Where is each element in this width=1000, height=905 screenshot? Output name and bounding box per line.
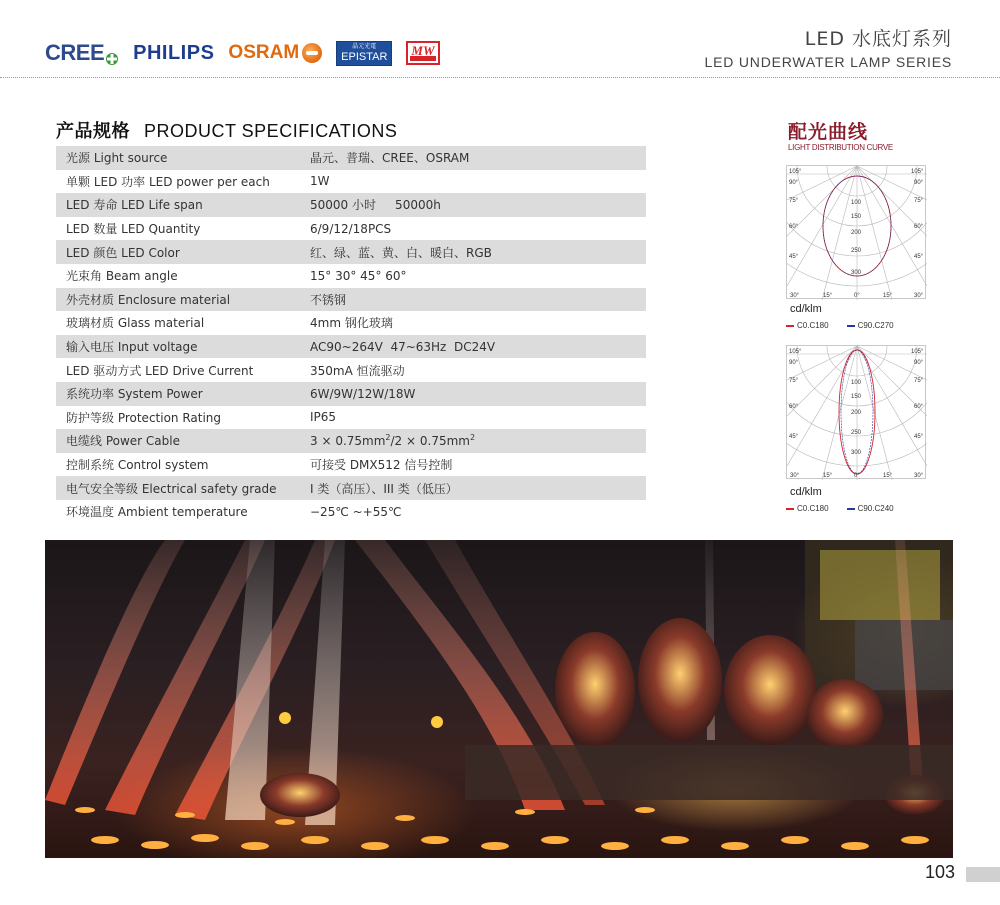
legend-swatch — [786, 508, 794, 510]
angle-label: 90° — [789, 180, 799, 186]
spec-value: AC90~264V 47~63Hz DC24V — [310, 339, 496, 354]
spec-heading-cn: 产品规格 — [56, 121, 130, 142]
spec-row — [56, 500, 646, 524]
cable-spec-a: 3 × 0.75mm — [310, 434, 386, 449]
spec-row — [56, 335, 646, 359]
spec-value: −25℃ ~+55℃ — [310, 504, 402, 519]
angle-label: 60° — [914, 404, 924, 410]
epistar-logo — [336, 41, 392, 66]
cable-spec-sup-a: 2 — [385, 433, 391, 443]
angle-label: 60° — [789, 404, 799, 410]
angle-label: 45° — [789, 434, 799, 440]
radial-label: 100 — [851, 200, 862, 206]
polar-chart-2-svg — [787, 346, 927, 480]
fountain-illustration — [45, 540, 953, 858]
angle-label: 90° — [914, 360, 924, 366]
angle-label: 105° — [789, 349, 802, 355]
spec-row — [56, 193, 646, 217]
spec-row — [56, 358, 646, 382]
spec-table — [56, 146, 646, 524]
epistar-logo-text: EPISTAR — [341, 50, 388, 63]
bottom-angle-label: 15° — [883, 293, 893, 299]
angle-label: 60° — [914, 224, 924, 230]
spec-key: LED 数量 LED Quantity — [66, 222, 201, 237]
spec-key: 系统功率 System Power — [66, 387, 203, 402]
spec-row — [56, 453, 646, 477]
angle-label: 90° — [789, 360, 799, 366]
cable-spec-b: /2 × 0.75mm — [390, 434, 470, 449]
bottom-angle-label: 0° — [854, 473, 860, 479]
spec-value: IP65 — [310, 410, 337, 425]
bottom-angle-label: 15° — [823, 293, 833, 299]
osram-logo-text: OSRAM — [228, 42, 300, 63]
angle-label: 60° — [789, 224, 799, 230]
light-distribution-title-cn: 配光曲线 — [788, 121, 869, 143]
legend-swatch — [847, 508, 855, 510]
philips-logo: PHILIPS — [133, 41, 215, 64]
polar-chart-1-unit: cd/klm — [790, 303, 822, 315]
legend-swatch — [786, 325, 794, 327]
spec-key: 单颗 LED 功率 LED power per each — [66, 174, 270, 189]
legend-item — [786, 321, 829, 330]
polar-chart-1-svg — [787, 166, 927, 300]
spec-key: 电缆线 Power Cable — [66, 434, 180, 449]
legend-item — [847, 321, 894, 330]
radial-label: 100 — [851, 380, 862, 386]
light-distribution-title — [788, 117, 893, 152]
spec-key: 输入电压 Input voltage — [66, 340, 198, 355]
spec-heading — [56, 117, 397, 143]
bottom-angle-label: 0° — [854, 293, 860, 299]
legend-item — [847, 504, 894, 513]
spec-row — [56, 476, 646, 500]
osram-bulb-icon — [302, 43, 322, 63]
spec-value: 1W — [310, 174, 330, 189]
header-divider — [0, 77, 1000, 78]
radial-label: 200 — [851, 230, 862, 236]
polar-chart-2 — [786, 345, 926, 479]
spec-key: 电气安全等级 Electrical safety grade — [66, 481, 277, 496]
spec-value: I 类（高压）、III 类（低压） — [310, 481, 458, 496]
spec-row — [56, 311, 646, 335]
spec-value: 350mA 恒流驱动 — [310, 363, 405, 378]
angle-label: 45° — [914, 254, 924, 260]
legend-label: C0.C180 — [797, 321, 829, 330]
spec-row — [56, 217, 646, 241]
spec-key: 玻璃材质 Glass material — [66, 316, 205, 331]
angle-label: 75° — [789, 378, 799, 384]
spec-value: 可接受 DMX512 信号控制 — [310, 458, 453, 473]
legend-label: C90.C270 — [857, 321, 894, 330]
polar-chart-2-legend — [786, 504, 894, 513]
spec-value: 不锈钢 — [310, 292, 347, 307]
spec-key: LED 颜色 LED Color — [66, 245, 180, 260]
page-number-bar — [966, 867, 1000, 882]
angle-label: 90° — [914, 180, 924, 186]
spec-key: 光束角 Beam angle — [66, 269, 178, 284]
angle-label: 75° — [914, 198, 924, 204]
spec-key: LED 寿命 LED Life span — [66, 198, 203, 213]
meanwell-logo-icon — [406, 41, 440, 65]
spec-row — [56, 264, 646, 288]
angle-label: 45° — [789, 254, 799, 260]
spec-row — [56, 429, 646, 453]
legend-swatch — [847, 325, 855, 327]
series-title-cn: LED 水底灯系列 — [804, 28, 952, 50]
radial-label: 250 — [851, 248, 862, 254]
angle-label: 75° — [789, 198, 799, 204]
spec-row — [56, 240, 646, 264]
spec-key: 光源 Light source — [66, 151, 168, 166]
legend-item — [786, 504, 829, 513]
series-title-en: LED UNDERWATER LAMP SERIES — [704, 54, 952, 70]
polar-chart-1 — [786, 165, 926, 299]
radial-label: 200 — [851, 410, 862, 416]
spec-row — [56, 406, 646, 430]
cree-logo-text: CREE — [45, 40, 105, 65]
spec-value: 晶元、普瑞、CREE、OSRAM — [310, 151, 470, 166]
spec-key: LED 驱动方式 LED Drive Current — [66, 363, 254, 378]
radial-label: 150 — [851, 214, 862, 220]
spec-key: 环境温度 Ambient temperature — [66, 505, 248, 520]
angle-label: 45° — [914, 434, 924, 440]
bottom-angle-label: 15° — [883, 473, 893, 479]
spec-key: 外壳材质 Enclosure material — [66, 292, 231, 307]
bottom-angle-label: 30° — [914, 473, 924, 479]
spec-value — [310, 433, 646, 448]
spec-row — [56, 146, 646, 170]
radial-label: 150 — [851, 394, 862, 400]
bottom-angle-label: 30° — [790, 473, 800, 479]
legend-label: C0.C180 — [797, 504, 829, 513]
spec-row — [56, 170, 646, 194]
spec-value: 红、绿、蓝、黄、白、暖白、RGB — [310, 245, 492, 260]
spec-value: 15° 30° 45° 60° — [310, 268, 407, 283]
cree-logo — [45, 40, 119, 66]
polar-chart-2-unit: cd/klm — [790, 486, 822, 498]
osram-logo — [228, 42, 322, 64]
angle-label: 105° — [911, 349, 924, 355]
spec-value: 6W/9W/12W/18W — [310, 386, 416, 401]
spec-value: 50000 小时 50000h — [310, 198, 441, 213]
page-number: 103 — [925, 862, 956, 882]
spec-key: 防护等级 Protection Rating — [66, 410, 222, 425]
spec-row — [56, 382, 646, 406]
spec-value: 4mm 钢化玻璃 — [310, 316, 393, 331]
spec-heading-en: PRODUCT SPECIFICATIONS — [144, 121, 398, 141]
radial-label: 300 — [851, 270, 862, 276]
fountain-night-photo — [45, 540, 953, 858]
bottom-angle-label: 30° — [914, 293, 924, 299]
bottom-angle-label: 30° — [790, 293, 800, 299]
spec-key: 控制系统 Control system — [66, 458, 209, 473]
spec-value: 6/9/12/18PCS — [310, 221, 392, 236]
legend-label: C90.C240 — [857, 504, 894, 513]
radial-label: 300 — [851, 450, 862, 456]
light-distribution-title-en: LIGHT DISTRIBUTION CURVE — [788, 143, 893, 152]
radial-label: 250 — [851, 430, 862, 436]
angle-label: 75° — [914, 378, 924, 384]
polar-chart-1-legend — [786, 321, 894, 330]
bottom-angle-label: 15° — [823, 473, 833, 479]
angle-label: 105° — [911, 169, 924, 175]
spec-row — [56, 288, 646, 312]
cree-mark-icon — [105, 46, 119, 60]
epistar-logo-small: 晶元光電 — [352, 43, 377, 50]
brand-logos — [45, 38, 440, 68]
angle-label: 105° — [789, 169, 802, 175]
cable-spec-sup-b: 2 — [469, 433, 476, 443]
series-title — [705, 24, 952, 70]
